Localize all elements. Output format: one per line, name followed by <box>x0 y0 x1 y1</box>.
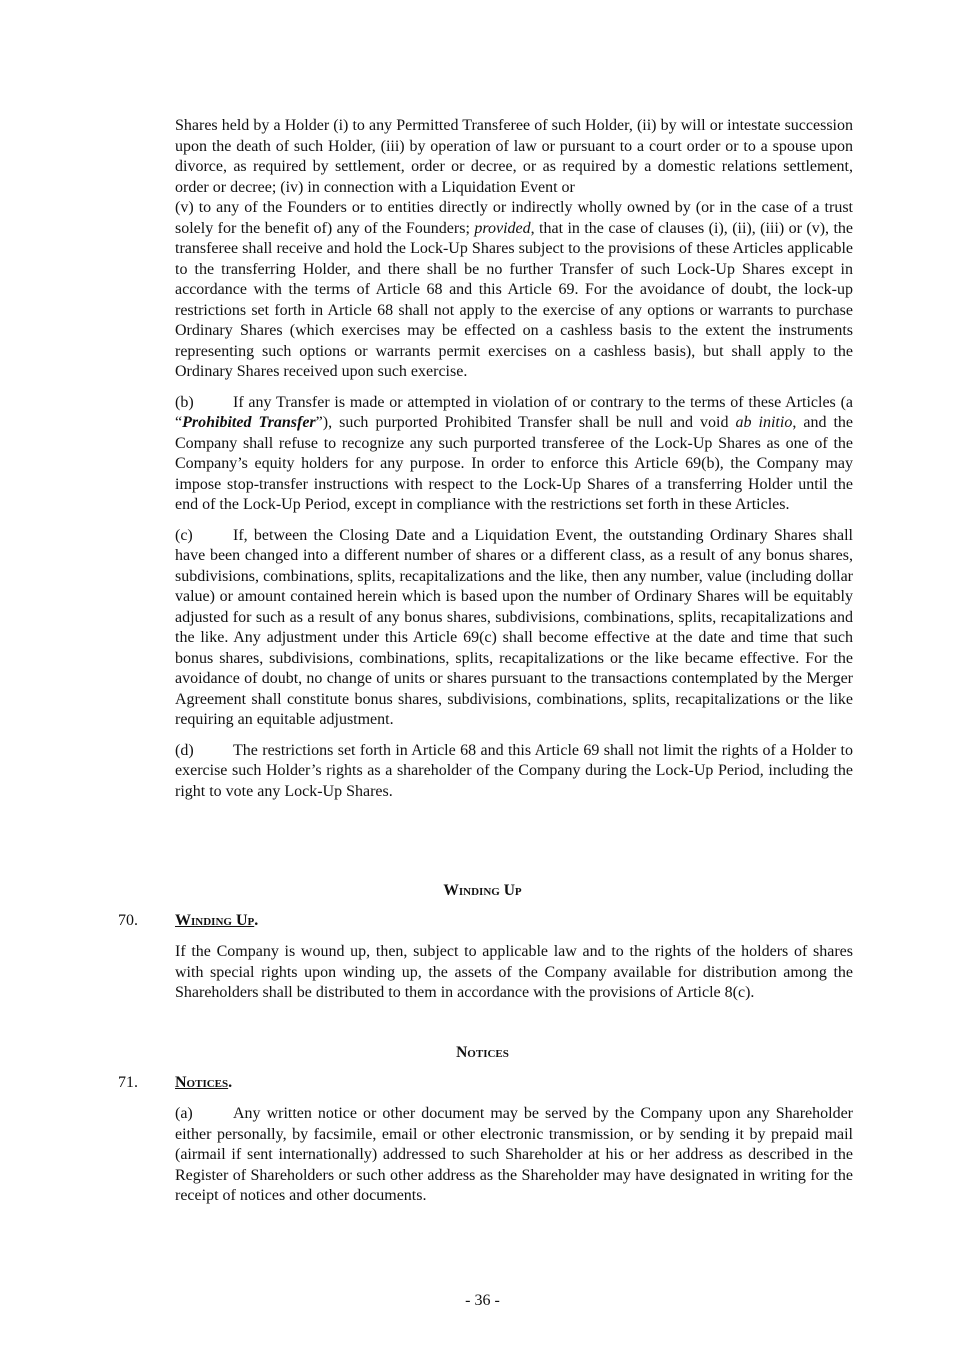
title-text: Winding Up <box>175 912 255 929</box>
article-71-body <box>175 1104 853 1217</box>
italic-term: provided <box>474 219 531 237</box>
text: ”), such purported Prohibited Transfer shall be null and void <box>315 414 736 431</box>
paragraph-69a-continued <box>175 116 853 383</box>
article-number-71: 71. <box>118 1074 138 1091</box>
article-70-body <box>175 942 853 1014</box>
title-text: Notices <box>175 1074 229 1091</box>
text: Shares held by a Holder (i) to any Permitted Transferee of such Holder, (ii) by will or intestate succession upon the death of such Holder, (iii) by operation of law or pursuant to a court order or to a spouse upon divorce, as required by settlement, order or decree, or as required by a domestic relations settlement, order or decree; (iv) in connection with a Liquidation Event or <box>175 117 853 196</box>
section-heading-notices: Notices <box>456 1044 509 1061</box>
clause-label: (b) <box>175 393 194 411</box>
page-number: - 36 - <box>465 1292 500 1309</box>
clause-label: (c) <box>175 526 193 544</box>
clause-label: (a) <box>175 1105 193 1122</box>
paragraph-69d <box>175 741 853 803</box>
paragraph-70: If the Company is wound up, then, subject to applicable law and to the rights of the holders of shares with special rights upon winding up, the assets of the Company available for distribution among the Shareholders shall be distributed to them in accordance with the provisions of Article 8(c). <box>175 943 853 1001</box>
article-number-70: 70. <box>118 912 138 929</box>
section-heading-winding-up: Winding Up <box>443 882 522 899</box>
paragraph-69c <box>175 526 853 731</box>
italic-term: ab initio <box>735 414 793 431</box>
paragraph-71a <box>175 1104 853 1207</box>
paragraph-69b <box>175 393 853 516</box>
defined-term: Prohibited Transfer <box>182 414 316 431</box>
text: If, between the Closing Date and a Liquidation Event, the outstanding Ordinary Shares shall have been changed into a different number of shares or a different class, as a result of any bonus shares, subdivisions, combinations, splits, recapitalizations and the like, then any number, value (including dollar value) or amount contained herein which is based upon the number of Ordinary Shares will be equitably adjusted for such as a result of any bonus shares, subdivisions, combinations, splits, recapitalizations and the like. Any adjustment under this Article 69(c) shall become effective at the date and time that such bonus shares, subdivisions, combinations, splits, recapitalizations or the like became effective. For the avoidance of doubt, no change of units or shares pursuant to the transactions contemplated by the Merger Agreement shall constitute bonus shares, subdivisions, combinations, splits, recapitalizations or the like requiring an equitable adjustment. <box>175 526 853 728</box>
text: (v) to any of the Founders or to entities directly or indirectly wholly owned by (or in the case of a trust solely for the benefit of) any of the Founders; <box>175 199 853 237</box>
text: If any Transfer is made or attempted in violation of or contrary to the terms of these Articles (a “ <box>175 393 853 431</box>
text: Any written notice or other document may be served by the Company upon any Shareholder either personally, by facsimile, email or other electronic transmission, or by sending it by prepaid mail (airmail if sent internationally) addressed to such Shareholder at his or her address as described in the Register of Shareholders or such other address as the Shareholder may have designated in writing for the receipt of notices and other documents. <box>175 1105 853 1204</box>
article-title-71: Notices. <box>175 1074 233 1091</box>
article-title-70: Winding Up. <box>175 912 259 929</box>
text: The restrictions set forth in Article 68 and this Article 69 shall not limit the rights of a Holder to exercise such Holder’s rights as a shareholder of the Company during the Lock-Up Period, including the right to vote any Lock-Up Shares. <box>175 741 853 800</box>
text: , and the Company shall refuse to recognize any such purported transferee of the Lock-Up Shares as one of the Company’s equity holders for any purpose. In order to enforce this Article 69(b), the Company may impose stop-transfer instructions with respect to the Lock-Up Shares of a transferring Holder until the end of the Lock-Up Period, except in compliance with the restrictions set forth in these Articles. <box>175 414 854 513</box>
article-69-body <box>175 116 853 812</box>
text: , that in the case of clauses (i), (ii), (iii) or (v), the transferee shall receive and hold the Lock-Up Shares subject to the provisions of these Articles applicable to the transferring Holder, and there shall be no further Transfer of such Lock-Up Shares except in accordance with the terms of Article 68 and this Article 69. For the avoidance of doubt, the lock-up restrictions set forth in Article 68 shall not apply to the exercise of any options or warrants to purchase Ordinary Shares (which exercises may be effected on a cashless basis to the extent the instruments representing such options or warrants permit exercises on a cashless basis), but shall apply to the Ordinary Shares received upon such exercise. <box>175 219 853 380</box>
clause-label: (d) <box>175 741 194 759</box>
